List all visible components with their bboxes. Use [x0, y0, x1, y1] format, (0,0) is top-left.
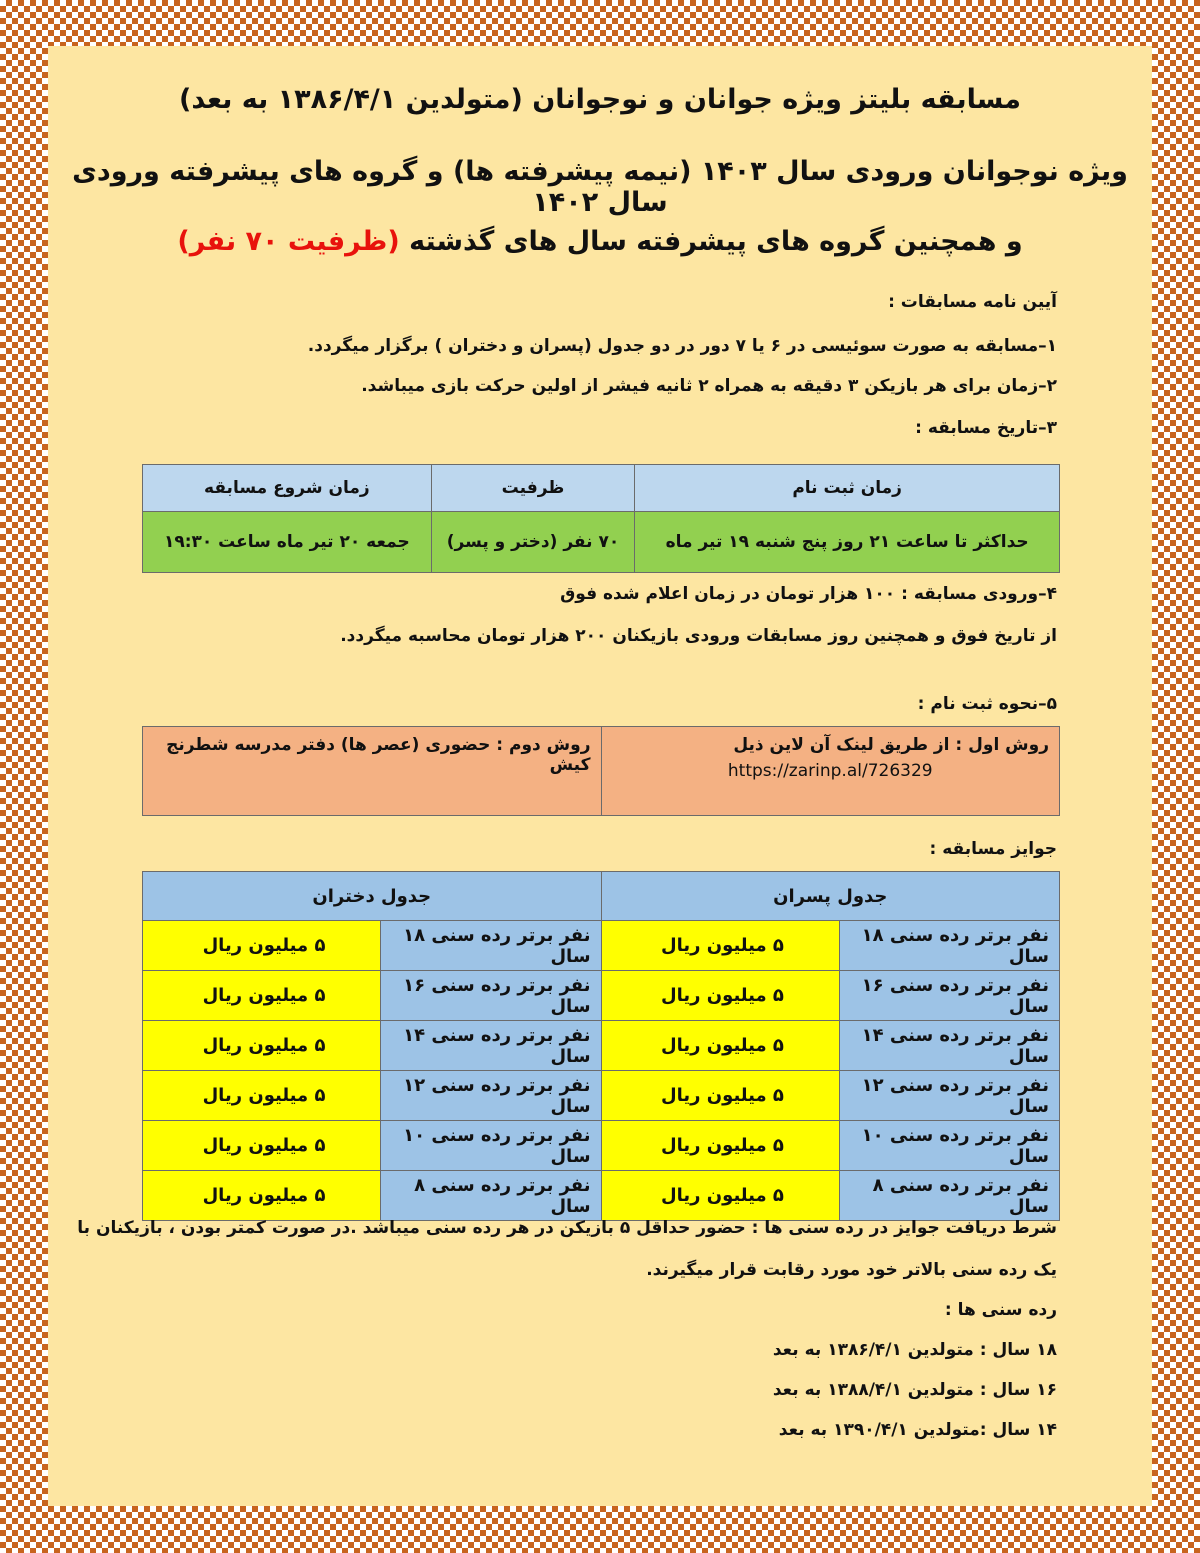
- age-groups-title: رده سنی ها :: [944, 1300, 1057, 1320]
- schedule-value: جمعه ۲۰ تیر ماه ساعت ۱۹:۳۰: [143, 512, 432, 573]
- prizes-table: [142, 871, 1060, 1221]
- boys-prize: ۵ میلیون ریال: [601, 1071, 839, 1121]
- age-group-14: ۱۴ سال :متولدین ۱۳۹۰/۴/۱ به بعد: [778, 1420, 1057, 1440]
- boys-category: نفر برتر رده سنی ۱۸ سال: [839, 921, 1059, 971]
- girls-category: نفر برتر رده سنی ۱۶ سال: [381, 971, 601, 1021]
- registration-method-2: روش دوم : حضوری (عصر ها) دفتر مدرسه شطرنج کیش: [143, 727, 602, 816]
- fee-line-2: از تاریخ فوق و همچنین روز مسابقات ورودی بازیکنان ۲۰۰ هزار تومان محاسبه میگردد.: [340, 626, 1057, 646]
- girls-prize: ۵ میلیون ریال: [143, 1121, 381, 1171]
- girls-category: نفر برتر رده سنی ۱۴ سال: [381, 1021, 601, 1071]
- capacity-highlight: (ظرفیت ۷۰ نفر): [177, 226, 400, 257]
- boys-prize: ۵ میلیون ریال: [601, 1171, 839, 1221]
- girls-prize: ۵ میلیون ریال: [143, 921, 381, 971]
- boys-category: نفر برتر رده سنی ۱۴ سال: [839, 1021, 1059, 1071]
- table-row: [143, 921, 1060, 971]
- schedule-header: ظرفیت: [431, 465, 635, 512]
- conditions-line-2: یک رده سنی بالاتر خود مورد رقابت قرار میگیرند.: [646, 1260, 1057, 1280]
- title-line-1: مسابقه بلیتز ویژه جوانان و نوجوانان (متولدین ۱۳۸۶/۴/۱ به بعد): [179, 84, 1021, 115]
- girls-prize: ۵ میلیون ریال: [143, 1171, 381, 1221]
- table-row: [143, 1021, 1060, 1071]
- fee-line-1: ۴–ورودی مسابقه : ۱۰۰ هزار تومان در زمان اعلام شده فوق: [560, 584, 1057, 604]
- age-group-18: ۱۸ سال : متولدین ۱۳۸۶/۴/۱ به بعد: [772, 1340, 1057, 1360]
- rule-2: ۲–زمان برای هر بازیکن ۳ دقیقه به همراه ۲ ثانیه فیشر از اولین حرکت بازی میباشد.: [361, 376, 1057, 396]
- boys-prize: ۵ میلیون ریال: [601, 921, 839, 971]
- table-row: [143, 1071, 1060, 1121]
- girls-table-header: جدول دختران: [143, 872, 602, 921]
- registration-title: ۵–نحوه ثبت نام :: [917, 694, 1057, 714]
- girls-category: نفر برتر رده سنی ۸ سال: [381, 1171, 601, 1221]
- girls-category: نفر برتر رده سنی ۱۸ سال: [381, 921, 601, 971]
- poster: [48, 46, 1152, 1506]
- schedule-table: [142, 464, 1060, 573]
- rule-1: ۱–مسابقه به صورت سوئیسی در ۶ یا ۷ دور در دو جدول (پسران و دختران ) برگزار میگردد.: [307, 336, 1057, 356]
- registration-method-1: [601, 727, 1060, 816]
- prizes-title: جوایز مسابقه :: [929, 839, 1057, 859]
- rule-3: ۳–تاریخ مسابقه :: [915, 418, 1057, 438]
- table-row: [143, 971, 1060, 1021]
- boys-prize: ۵ میلیون ریال: [601, 1121, 839, 1171]
- registration-table: [142, 726, 1060, 816]
- schedule-value: حداکثر تا ساعت ۲۱ روز پنج شنبه ۱۹ تیر ماه: [635, 512, 1060, 573]
- girls-prize: ۵ میلیون ریال: [143, 1071, 381, 1121]
- table-row: [143, 1171, 1060, 1221]
- title-line-2: ویژه نوجوانان ورودی سال ۱۴۰۳ (نیمه پیشرفته ها) و گروه های پیشرفته ورودی سال ۱۴۰۲: [72, 156, 1128, 218]
- schedule-header: زمان شروع مسابقه: [143, 465, 432, 512]
- table-row: [143, 1121, 1060, 1171]
- schedule-value: ۷۰ نفر (دختر و پسر): [431, 512, 635, 573]
- schedule-header: زمان ثبت نام: [635, 465, 1060, 512]
- girls-prize: ۵ میلیون ریال: [143, 971, 381, 1021]
- title-line-3: [48, 226, 1152, 257]
- title-line-3-main: و همچنین گروه های پیشرفته سال های گذشته: [409, 226, 1023, 257]
- age-group-16: ۱۶ سال : متولدین ۱۳۸۸/۴/۱ به بعد: [772, 1380, 1057, 1400]
- boys-table-header: جدول پسران: [601, 872, 1059, 921]
- boys-category: نفر برتر رده سنی ۱۶ سال: [839, 971, 1059, 1021]
- rules-title: آیین نامه مسابقات :: [888, 292, 1057, 312]
- boys-prize: ۵ میلیون ریال: [601, 1021, 839, 1071]
- girls-category: نفر برتر رده سنی ۱۰ سال: [381, 1121, 601, 1171]
- registration-link[interactable]: https://zarinp.al/726329: [727, 761, 933, 781]
- boys-prize: ۵ میلیون ریال: [601, 971, 839, 1021]
- boys-category: نفر برتر رده سنی ۱۲ سال: [839, 1071, 1059, 1121]
- conditions-line-1: شرط دریافت جوایز در رده سنی ها : حضور حداقل ۵ بازیکن در هر رده سنی میباشد .در صورت کمتر بودن ، بازیکنان با: [77, 1218, 1057, 1238]
- online-method-label: روش اول : از طریق لینک آن لاین ذیل: [733, 735, 1049, 755]
- girls-category: نفر برتر رده سنی ۱۲ سال: [381, 1071, 601, 1121]
- boys-category: نفر برتر رده سنی ۸ سال: [839, 1171, 1059, 1221]
- boys-category: نفر برتر رده سنی ۱۰ سال: [839, 1121, 1059, 1171]
- girls-prize: ۵ میلیون ریال: [143, 1021, 381, 1071]
